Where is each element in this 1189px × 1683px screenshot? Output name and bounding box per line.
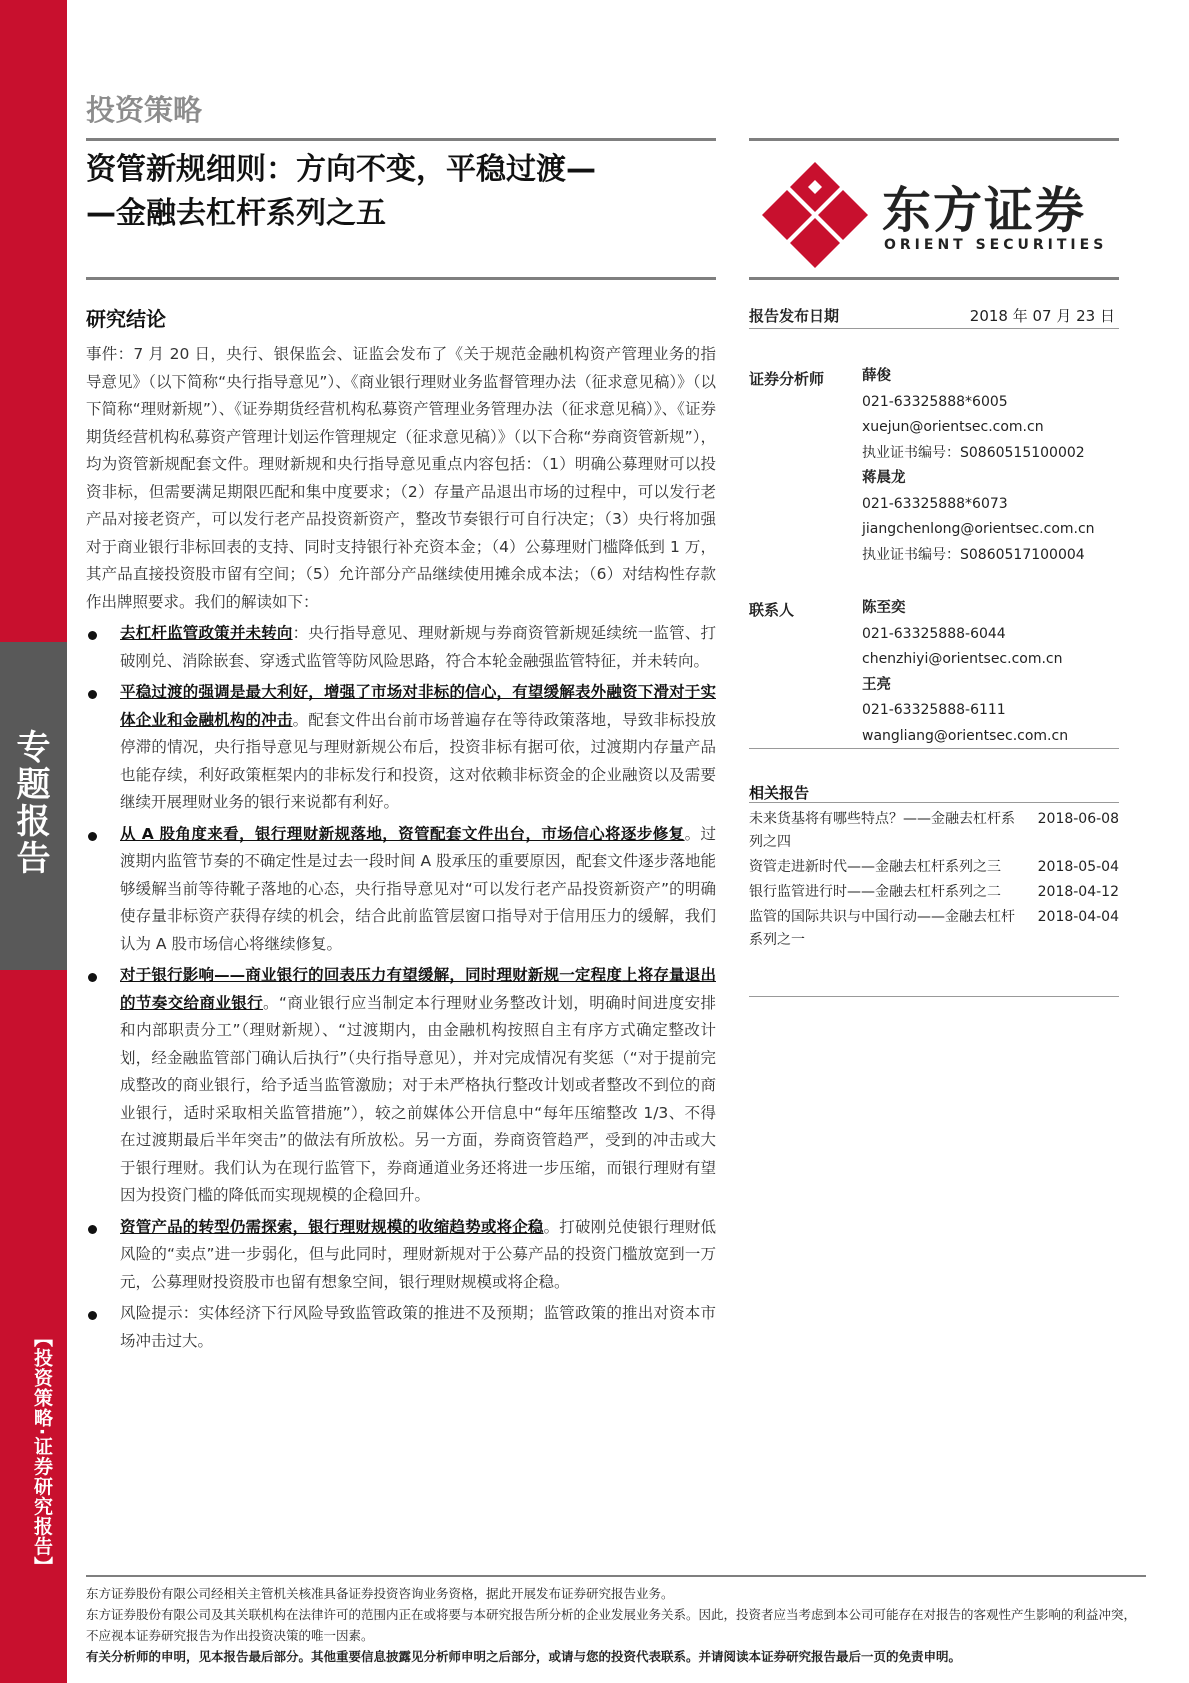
contact-email-link[interactable]: wangliang@orientsec.com.cn — [862, 727, 1069, 744]
list-item: 资管产品的转型仍需探索，银行理财规模的收缩趋势或将企稳。打破刚兑使银行理财低风险的“卖点”进一步弱化，但与此同时，理财新规对于公募产品的投资门槛放宽到一万元，公募理财投资股市也留有想象空间，银行理财规模或将企稳。 — [86, 1214, 716, 1297]
report-series-label: 【投资策略·证券研究报告】 — [31, 1328, 53, 1577]
logo-text-en: ORIENT SECURITIES — [884, 237, 1108, 253]
analyst-email-link[interactable]: jiangchenlong@orientsec.com.cn — [862, 521, 1095, 537]
contact-list: 陈至奕 021-63325888-6044 chenzhiyi@orientsec.com.cn 王亮 021-63325888-6111 wangliang@orientsec.com.cn — [862, 596, 1068, 749]
header-rule-left — [86, 138, 716, 141]
bullet-dot-icon — [88, 1225, 97, 1234]
research-body — [86, 341, 716, 1355]
logo-rule — [749, 277, 1119, 280]
related-report-item[interactable]: 银行监管进行时——金融去杠杆系列之二 2018-04-12 — [749, 884, 1119, 900]
related-reports-title: 相关报告 — [749, 784, 810, 802]
intro-paragraph: 事件：7 月 20 日，央行、银保监会、证监会发布了《关于规范金融机构资产管理业务的指导意见》（以下简称“央行指导意见”）、《商业银行理财业务监督管理办法（征求意见稿）》（以下简称“理财新规”）、《证券期货经营机构私募资产管理业务管理办法（征求意见稿）》、《证券期货经营机构私募资产管理计划运作管理规定（征求意见稿）》（以下合称“券商资管新规”），均为资管新规配套文件。理财新规和央行指导意见重点内容包括：（1）明确公募理财可以投资非标，但需要满足期限匹配和集中度要求；（2）存量产品退出市场的过程中，可以发行老产品对接老资产，可以发行老产品投资新资产，整改节奏银行可自行决定；（3）央行将加强对于商业银行非标回表的支持、同时支持银行补充资本金；（4）公募理财门槛降低到 1 万，其产品直接投资股市留有空间；（5）允许部分产品继续使用摊余成本法；（6）对结构性存款作出牌照要求。我们的解读如下： — [86, 345, 716, 611]
list-item: 平稳过渡的强调是最大利好，增强了市场对非标的信心，有望缓解表外融资下滑对于实体企业和金融机构的冲击。配套文件出台前市场普遍存在等待政策落地，导致非标投放停滞的情况，央行指导意见与理财新规公布后，投资非标有据可依，过渡期内存量产品也能存续，利好政策框架内的非标发行和投资，这对依赖非标资金的企业融资以及需要继续开展理财业务的银行来说都有利好。 — [86, 679, 716, 817]
report-category: 投资策略 — [86, 93, 203, 127]
analyst-email-link[interactable]: xuejun@orientsec.com.cn — [862, 419, 1044, 435]
section-heading: 研究结论 — [86, 307, 166, 331]
contact-email-link[interactable]: chenzhiyi@orientsec.com.cn — [862, 651, 1063, 667]
list-item: 去杠杆监管政策并未转向：央行指导意见、理财新规与券商资管新规延续统一监管、打破刚兑、消除嵌套、穿透式监管等防风险思路，符合本轮金融强监管特征，并未转向。 — [86, 620, 716, 675]
bullet-dot-icon — [88, 690, 97, 699]
logo-text-cn: 东方证券 — [882, 182, 1087, 239]
related-report-item[interactable]: 监管的国际共识与中国行动——金融去杠杆系列之一 2018-04-04 — [749, 909, 1119, 948]
header-rule-right — [749, 138, 1119, 141]
date-rule — [749, 328, 1119, 329]
bullet-dot-icon — [88, 973, 97, 982]
footer-rule — [86, 1575, 1146, 1577]
bullet-dot-icon — [88, 631, 97, 640]
publish-date-row: 报告发布日期 2018 年 07 月 23 日 — [749, 307, 1115, 325]
list-item: 从 A 股角度来看，银行理财新规落地，资管配套文件出台，市场信心将逐步修复。过渡期内监管节奏的不确定性是过去一段时间 A 股承压的重要原因，配套文件逐步落地能够缓解当前等待靴子落地的心态，央行指导意见对“可以发行老产品投资新资产”的明确使存量非标资产获得存续的机会，结合此前监管层窗口指导对于信用压力的缓解，我们认为 A 股市场信心将继续修复。 — [86, 821, 716, 959]
logo-mark-icon — [760, 160, 870, 270]
contacts-rule — [749, 748, 1119, 749]
bullet-dot-icon — [88, 832, 97, 841]
report-type-label: 专 题 报 告 — [16, 728, 51, 879]
bullet-dot-icon — [88, 1311, 97, 1320]
related-report-item[interactable]: 资管走进新时代——金融去杠杆系列之三 2018-05-04 — [749, 859, 1119, 875]
contact-label: 联系人 — [749, 601, 795, 619]
related-report-item[interactable]: 未来货基将有哪些特点？——金融去杠杆系列之四 2018-06-08 — [749, 811, 1119, 850]
list-item: 风险提示：实体经济下行风险导致监管政策的推进不及预期；监管政策的推出对资本市场冲击过大。 — [86, 1300, 716, 1355]
company-logo — [760, 170, 1120, 270]
disclaimer-footer: 东方证券股份有限公司经相关主管机关核准具备证券投资咨询业务资格，据此开展发布证券研究报告业务。 东方证券股份有限公司及其关联机构在法律许可的范围内正在或将要与本研究报告所分析的企业发展业务关系。因此，投资者应当考虑到本公司可能存在对报告的客观性产生影响的利益冲突，不应视本证券研究报告为作出投资决策的唯一因素。 有关分析师的申明，见本报告最后部分。其他重要信息披露见分析师申明之后部分，或请与您的投资代表联系。并请阅读本证券研究报告最后一页的免责申明。 — [86, 1586, 1137, 1664]
page-title: 资管新规细则：方向不变，平稳过渡— —金融去杠杆系列之五 — [86, 152, 596, 231]
list-item: 对于银行影响——商业银行的回表压力有望缓解，同时理财新规一定程度上将存量退出的节奏交给商业银行。“商业银行应当制定本行理财业务整改计划，明确时间进度安排和内部职责分工”（理财新规）、“过渡期内，由金融机构按照自主有序方式确定整改计划，经金融监管部门确认后执行”（央行指导意见），并对完成情况有奖惩（“对于提前完成整改的商业银行，给予适当监管激励；对于未严格执行整改计划或者整改不到位的商业银行，适时采取相关监管措施”），较之前媒体公开信息中“每年压缩整改 1/3、不得在过渡期最后半年突击”的做法有所放松。另一方面，券商资管趋严，受到的冲击或大于银行理财。我们认为在现行监管下，券商通道业务还将进一步压缩，而银行理财有望因为投资门槛的降低而实现规模的企稳回升。 — [86, 962, 716, 1210]
analyst-list: 薛俊 021-63325888*6005 xuejun@orientsec.com.cn 执业证书编号：S0860515100002 蒋晨龙 021-63325888*6073 jiangchenlong@orientsec.com.cn 执业证书编号：S0860517100004 — [862, 368, 1095, 563]
related-rule — [749, 802, 1119, 803]
related-bottom-rule — [749, 996, 1119, 997]
analyst-label: 证券分析师 — [749, 370, 825, 388]
related-reports-list — [749, 808, 1119, 954]
title-rule — [86, 277, 716, 280]
